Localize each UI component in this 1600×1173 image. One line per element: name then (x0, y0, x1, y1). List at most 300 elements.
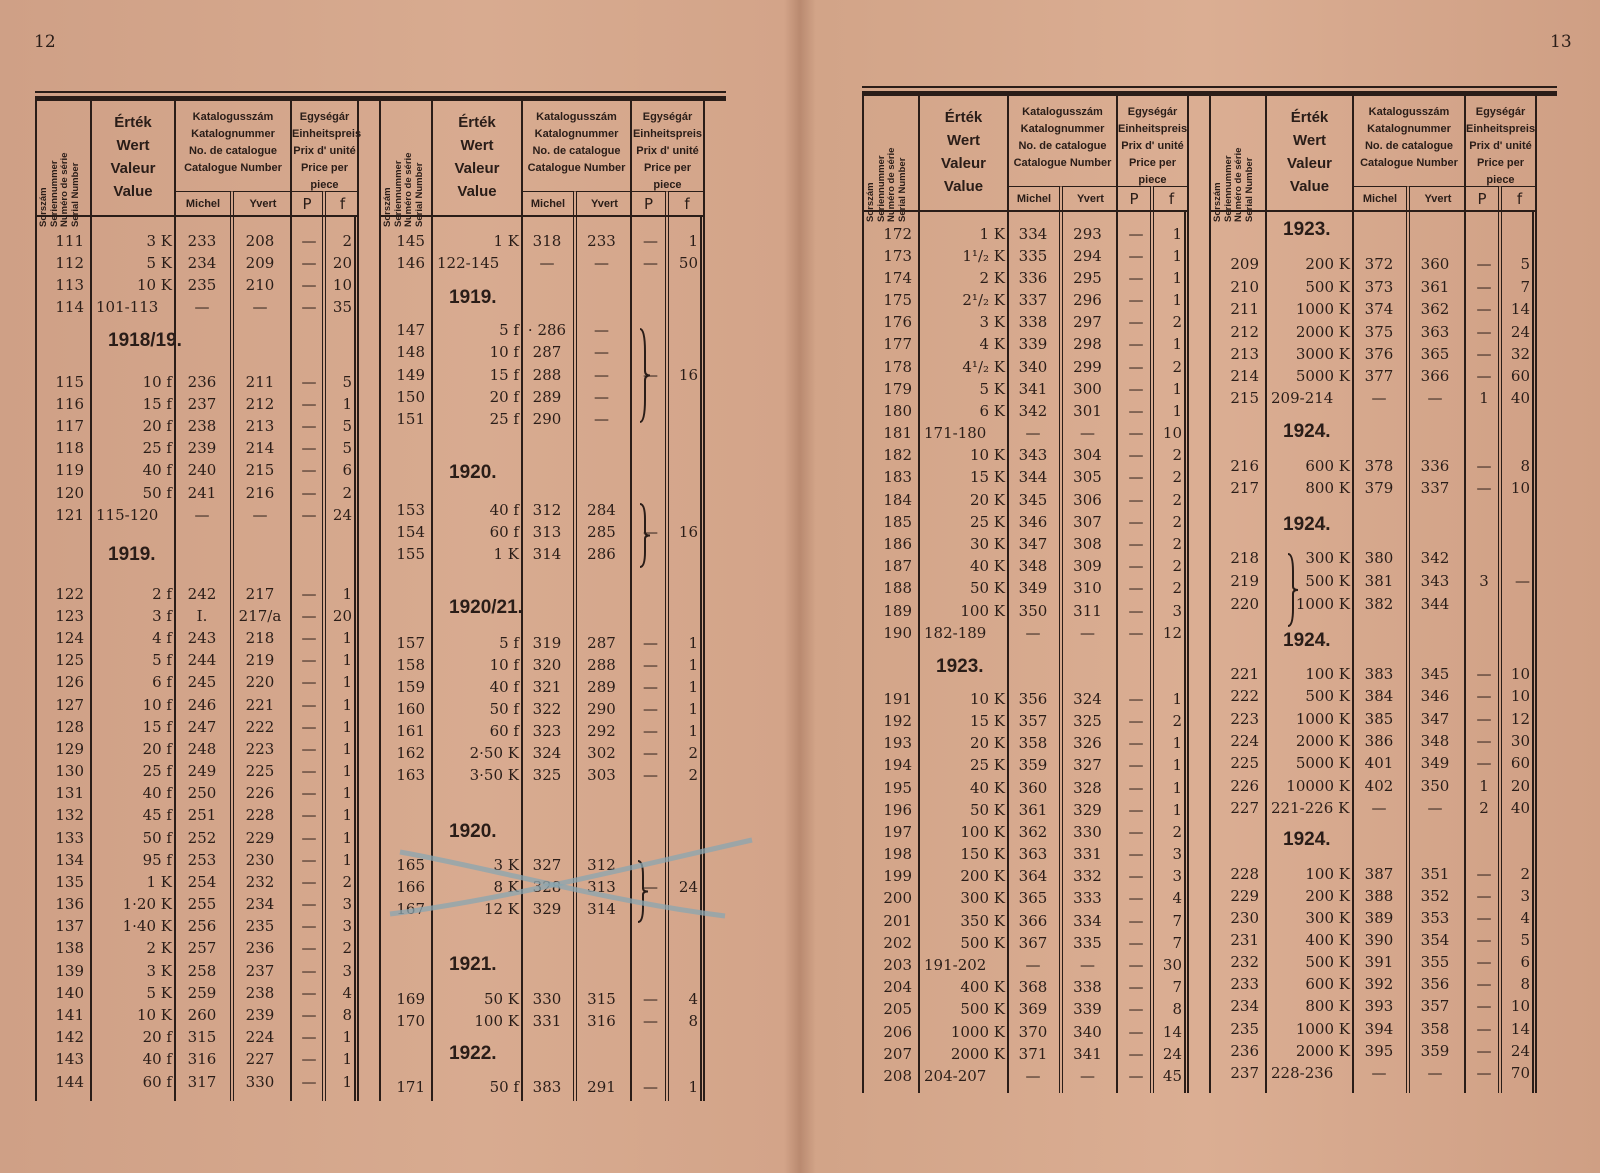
michel-number: 362 (1018, 823, 1048, 841)
michel-number: 242 (187, 585, 217, 603)
serial-number: 158 (396, 656, 425, 674)
table-row (37, 1026, 379, 1048)
face-value: 8 K (493, 878, 519, 896)
price-mint: — (301, 696, 317, 714)
header-price-text: Einheitspreis (1466, 123, 1536, 135)
table-row (37, 415, 379, 437)
yvert-number: 329 (1073, 801, 1102, 819)
michel-number: 380 (1364, 549, 1394, 567)
price-used: 6 (342, 461, 352, 479)
michel-number: 379 (1364, 479, 1394, 497)
face-value: 500 K (960, 1000, 1005, 1018)
serial-number: 123 (55, 607, 84, 625)
michel-number: 334 (1018, 225, 1048, 243)
michel-number: 387 (1364, 865, 1394, 883)
price-mint: — (301, 806, 317, 824)
price-used: 1 (342, 740, 352, 758)
serial-number: 137 (55, 917, 84, 935)
serial-number: 130 (55, 762, 84, 780)
serial-number: 211 (1230, 300, 1259, 318)
table-row (864, 821, 1209, 843)
yvert-number: — (594, 388, 609, 406)
grouping-brace (1286, 553, 1300, 627)
table-row (864, 555, 1209, 577)
serial-number: 236 (1230, 1042, 1259, 1060)
price-used: 1 (342, 784, 352, 802)
michel-number: — (539, 254, 555, 272)
michel-number: 241 (187, 484, 217, 502)
serial-number: 221 (1230, 665, 1259, 683)
face-value: 25 K (969, 513, 1005, 531)
michel-number: 347 (1018, 535, 1048, 553)
michel-number: 388 (1364, 887, 1394, 905)
face-value: 25 f (142, 762, 172, 780)
face-value: 200 K (1305, 255, 1350, 273)
face-value: 1·20 K (122, 895, 172, 913)
michel-number: 246 (187, 696, 217, 714)
michel-number: — (194, 506, 210, 524)
table-row (864, 289, 1209, 311)
table-row (864, 600, 1209, 622)
face-value: 15 f (142, 718, 172, 736)
table-row (1211, 951, 1557, 973)
serial-number: 119 (55, 461, 84, 479)
price-mint: — (301, 276, 317, 294)
price-mint: — (1128, 978, 1144, 996)
price-mint: — (643, 878, 658, 896)
table-row (864, 378, 1209, 400)
table-row (37, 671, 379, 693)
michel-number: 401 (1364, 754, 1394, 772)
face-value: 45 f (142, 806, 172, 824)
serial-number: 142 (55, 1028, 84, 1046)
serial-number: 232 (1230, 953, 1259, 971)
header-catalogue-text: No. de catalogue (188, 145, 278, 157)
michel-number: 257 (187, 939, 217, 957)
michel-number: 370 (1018, 1023, 1048, 1041)
header-serial-text: Serial Number (1243, 157, 1255, 222)
price-mint: — (1128, 779, 1144, 797)
michel-number: 391 (1364, 953, 1394, 971)
michel-number: 249 (187, 762, 217, 780)
michel-number: 390 (1364, 931, 1394, 949)
face-value: 350 K (960, 912, 1005, 930)
serial-number: 202 (883, 934, 912, 952)
price-mint: — (1476, 953, 1492, 971)
price-used: 2 (342, 232, 352, 250)
table-row (37, 738, 379, 760)
price-used: 2 (1172, 358, 1182, 376)
price-mint: — (643, 744, 658, 762)
face-value: 10 K (136, 276, 172, 294)
michel-number: 375 (1364, 323, 1394, 341)
header-price-text: Price per piece (1476, 157, 1525, 186)
table-row (1211, 455, 1557, 477)
header-michel: Michel (1009, 186, 1063, 210)
serial-number: 148 (396, 343, 425, 361)
face-value: 25 K (969, 756, 1005, 774)
price-mint: — (301, 673, 317, 691)
price-mint: — (1128, 956, 1144, 974)
yvert-number: 332 (1073, 867, 1102, 885)
table-row (37, 371, 379, 393)
header-value-text: Value (113, 183, 153, 200)
michel-number: 365 (1018, 889, 1048, 907)
price-used: 2 (1172, 579, 1182, 597)
michel-number: 312 (532, 501, 562, 519)
serial-number: 157 (396, 634, 425, 652)
price-mint: — (1476, 710, 1492, 728)
face-value: 40 f (142, 784, 172, 802)
header-serial-text: Numéro de série (403, 152, 414, 227)
michel-number: 381 (1364, 572, 1394, 590)
table-row (381, 654, 726, 676)
price-mint: — (643, 990, 658, 1008)
serial-number: 209 (1230, 255, 1259, 273)
yvert-number: 348 (1420, 732, 1450, 750)
yvert-number: 352 (1420, 887, 1450, 905)
serial-number: 234 (1230, 997, 1259, 1015)
table-row (864, 223, 1209, 245)
header-serial-number (381, 101, 433, 227)
face-value: 30 K (969, 535, 1005, 553)
face-value: 1000 K (1295, 710, 1350, 728)
yvert-number: 330 (1073, 823, 1102, 841)
michel-number: 239 (187, 439, 217, 457)
serial-number: 218 (1230, 549, 1259, 567)
table-row (864, 932, 1209, 954)
yvert-number: 334 (1073, 912, 1102, 930)
yvert-number: 312 (587, 856, 616, 874)
face-value: 20 f (489, 388, 519, 406)
price-used: 60 (1510, 754, 1530, 772)
face-value: 15 K (969, 712, 1005, 730)
face-value: 4 K (979, 335, 1005, 353)
serial-number: 117 (55, 417, 84, 435)
price-mint: — (301, 962, 317, 980)
yvert-number: 353 (1420, 909, 1450, 927)
serial-number: 163 (396, 766, 425, 784)
table-row (37, 274, 379, 296)
yvert-number: 351 (1420, 865, 1450, 883)
price-mint: 2 (1479, 799, 1489, 817)
michel-number: 287 (532, 343, 562, 361)
yvert-number: 284 (587, 501, 616, 519)
michel-number: 321 (532, 678, 562, 696)
table-row (381, 742, 726, 764)
price-used: 1 (342, 1050, 352, 1068)
serial-number: 162 (396, 744, 425, 762)
table-row (37, 1004, 379, 1026)
michel-number: 253 (187, 851, 217, 869)
face-value: 10 K (969, 446, 1005, 464)
face-value: 10 K (136, 1006, 172, 1024)
price-used: 1 (688, 232, 698, 250)
yvert-number: 302 (587, 744, 616, 762)
yvert-number: 296 (1073, 291, 1102, 309)
price-used: 2 (688, 744, 698, 762)
price-mint: — (1476, 345, 1492, 363)
header-price-text: Egységár (299, 111, 350, 123)
face-value: 40 f (489, 678, 519, 696)
table-row (37, 915, 379, 937)
face-value: 3·50 K (469, 766, 519, 784)
michel-number: 250 (187, 784, 217, 802)
year-heading: 1921. (449, 954, 497, 975)
serial-number: 195 (883, 779, 912, 797)
serial-number: 175 (883, 291, 912, 309)
face-value: 50 f (489, 700, 519, 718)
serial-number: 136 (55, 895, 84, 913)
serial-number: 134 (55, 851, 84, 869)
yvert-number: 350 (1420, 777, 1450, 795)
price-mint: — (643, 722, 658, 740)
table-row (37, 827, 379, 849)
table-row (1211, 685, 1557, 707)
header-value (92, 101, 176, 217)
price-used: 8 (688, 1012, 698, 1030)
yvert-number: 237 (245, 962, 275, 980)
michel-number: 315 (187, 1028, 217, 1046)
face-value: 10000 K (1286, 777, 1350, 795)
face-value: 101-113 (96, 298, 159, 316)
price-used: 14 (1510, 1020, 1530, 1038)
michel-number: 377 (1364, 367, 1394, 385)
serial-number: 124 (55, 629, 84, 647)
price-used: 3 (1172, 867, 1182, 885)
price-used: 7 (1172, 934, 1182, 952)
header-unit-price (292, 101, 362, 217)
michel-number: 349 (1018, 579, 1048, 597)
price-used: 5 (342, 373, 352, 391)
michel-number: — (1025, 624, 1041, 642)
table-row (864, 267, 1209, 289)
face-value: 15 K (969, 468, 1005, 486)
yvert-number: 291 (587, 1078, 616, 1096)
price-used: 1 (1172, 690, 1182, 708)
price-mint: — (643, 766, 658, 784)
price-used: 10 (1510, 479, 1530, 497)
yvert-number: 328 (1073, 779, 1102, 797)
michel-number: 340 (1018, 358, 1048, 376)
face-value: 10 f (489, 343, 519, 361)
michel-number: 374 (1364, 300, 1394, 318)
michel-number: 319 (532, 634, 562, 652)
header-serial-text: Sorszám (865, 182, 876, 222)
michel-number: 394 (1364, 1020, 1394, 1038)
header-catalogue-text: No. de catalogue (1018, 140, 1107, 152)
face-value: 60 f (142, 1073, 172, 1091)
face-value: 800 K (1305, 997, 1350, 1015)
year-heading: 1920/21. (449, 597, 523, 618)
header-serial-number (864, 96, 920, 222)
yvert-number: — (594, 410, 609, 428)
table-row (864, 466, 1209, 488)
michel-number: 290 (532, 410, 562, 428)
yvert-number: 331 (1073, 845, 1102, 863)
yvert-number: 298 (1073, 335, 1102, 353)
serial-number: 126 (55, 673, 84, 691)
price-mint: — (1128, 247, 1144, 265)
price-used: 1 (342, 829, 352, 847)
face-value: 100 K (1305, 665, 1350, 683)
serial-number: 144 (55, 1073, 84, 1091)
page-number-right: 13 (1550, 32, 1572, 52)
yvert-number: 221 (245, 696, 275, 714)
price-mint: — (1476, 1042, 1492, 1060)
price-mint: — (1128, 801, 1144, 819)
serial-number: 127 (55, 696, 84, 714)
michel-number: — (1371, 799, 1387, 817)
serial-number: 129 (55, 740, 84, 758)
table-row (864, 910, 1209, 932)
michel-number: — (1025, 1067, 1041, 1085)
yvert-number: 326 (1073, 734, 1102, 752)
serial-number: 179 (883, 380, 912, 398)
header-unit-price (1118, 96, 1189, 212)
michel-number: 323 (532, 722, 562, 740)
price-mint: — (643, 656, 658, 674)
face-value: 5 f (499, 321, 519, 339)
face-value: 100 K (474, 1012, 519, 1030)
face-value: 209-214 (1271, 389, 1334, 407)
yvert-number: — (1080, 424, 1095, 442)
price-mint: — (301, 984, 317, 1002)
price-used: 2 (342, 873, 352, 891)
michel-number: 256 (187, 917, 217, 935)
serial-number: 151 (396, 410, 425, 428)
price-used: 1 (1172, 402, 1182, 420)
header-serial-text: Numéro de série (59, 152, 70, 227)
header-value-text: Value (1289, 178, 1330, 195)
michel-number: 325 (532, 766, 562, 784)
price-used: 8 (1172, 1000, 1182, 1018)
face-value: 10 K (969, 690, 1005, 708)
table-row (864, 489, 1209, 511)
yvert-number: 304 (1073, 446, 1102, 464)
price-mint: — (1476, 687, 1492, 705)
serial-number: 233 (1230, 975, 1259, 993)
face-value: 1000 K (1295, 300, 1350, 318)
price-mint: — (1128, 424, 1144, 442)
michel-number: 371 (1018, 1045, 1048, 1063)
catalogue-table (35, 96, 379, 1101)
grouping-brace (638, 503, 652, 568)
yvert-number: 292 (587, 722, 616, 740)
michel-number: 329 (532, 900, 562, 918)
yvert-number: 225 (245, 762, 275, 780)
price-used: 7 (1520, 278, 1530, 296)
price-used: 1 (1172, 801, 1182, 819)
price-mint: — (1128, 513, 1144, 531)
year-heading: 1919. (108, 544, 156, 565)
price-mint: — (301, 1050, 317, 1068)
price-used: 1 (342, 673, 352, 691)
table-row (37, 437, 379, 459)
header-value-text: Valeur (1286, 155, 1333, 172)
table-row (37, 605, 379, 627)
michel-number: 361 (1018, 801, 1048, 819)
yvert-number: 311 (1073, 602, 1102, 620)
serial-number: 165 (396, 856, 425, 874)
table-row (864, 245, 1209, 267)
face-value: 4¹/₂ K (962, 358, 1005, 376)
yvert-number: 211 (245, 373, 275, 391)
face-value: 1000 K (1295, 595, 1350, 613)
price-used: 1 (342, 651, 352, 669)
serial-number: 198 (883, 845, 912, 863)
header-serial-text: Seriennummer (1222, 155, 1234, 222)
table-row (37, 804, 379, 826)
serial-number: 173 (883, 247, 912, 265)
price-mint: — (301, 1073, 317, 1091)
serial-number: 169 (396, 990, 425, 1008)
face-value: 221-226 K (1271, 799, 1350, 817)
header-serial-number (37, 101, 92, 227)
yvert-number: 314 (587, 900, 616, 918)
header-catalogue-text: Katalognummer (191, 128, 275, 140)
header-serial-text: Sorszám (1212, 182, 1223, 222)
table-row (381, 230, 726, 252)
face-value: 5000 K (1295, 754, 1350, 772)
table-row (381, 408, 726, 430)
serial-number: 207 (883, 1045, 912, 1063)
price-used: 1 (342, 585, 352, 603)
price-used: 4 (1520, 909, 1530, 927)
michel-number: 367 (1018, 934, 1048, 952)
yvert-number: 330 (245, 1073, 275, 1091)
table-row (1211, 1062, 1557, 1084)
michel-number: 363 (1018, 845, 1048, 863)
header-yvert: Yvert (234, 191, 292, 215)
yvert-number: 222 (245, 718, 275, 736)
yvert-number: 341 (1073, 1045, 1102, 1063)
yvert-number: 228 (245, 806, 275, 824)
yvert-number: 226 (245, 784, 275, 802)
price-used: 1 (688, 700, 698, 718)
serial-number: 199 (883, 867, 912, 885)
price-mint: — (1128, 402, 1144, 420)
header-serial-number (1211, 96, 1267, 222)
table-row (381, 364, 726, 386)
price-mint: — (1128, 823, 1144, 841)
face-value: 1¹/₂ K (962, 247, 1005, 265)
face-value: 3 K (493, 856, 519, 874)
price-used: 2 (342, 939, 352, 957)
table-row (1211, 1018, 1557, 1040)
price-used: 1 (688, 678, 698, 696)
table-row (381, 386, 726, 408)
year-heading: 1920. (449, 462, 497, 483)
table-row (381, 632, 726, 654)
table-row (864, 799, 1209, 821)
price-mint: — (1476, 1020, 1492, 1038)
year-heading: 1924. (1283, 829, 1331, 850)
michel-number: 254 (187, 873, 217, 891)
price-used: 24 (1510, 323, 1530, 341)
header-value-text: Érték (114, 114, 152, 131)
header-serial-text: Seriennummer (48, 160, 60, 227)
face-value: 1 K (493, 232, 519, 250)
header-value-text: Wert (116, 137, 150, 154)
serial-number: 188 (883, 579, 912, 597)
price-used: 1 (342, 1028, 352, 1046)
price-used: 2 (1520, 865, 1530, 883)
serial-number: 145 (396, 232, 425, 250)
price-mint: — (301, 629, 317, 647)
table-row (37, 1071, 379, 1093)
year-heading: 1918/19. (108, 330, 182, 351)
